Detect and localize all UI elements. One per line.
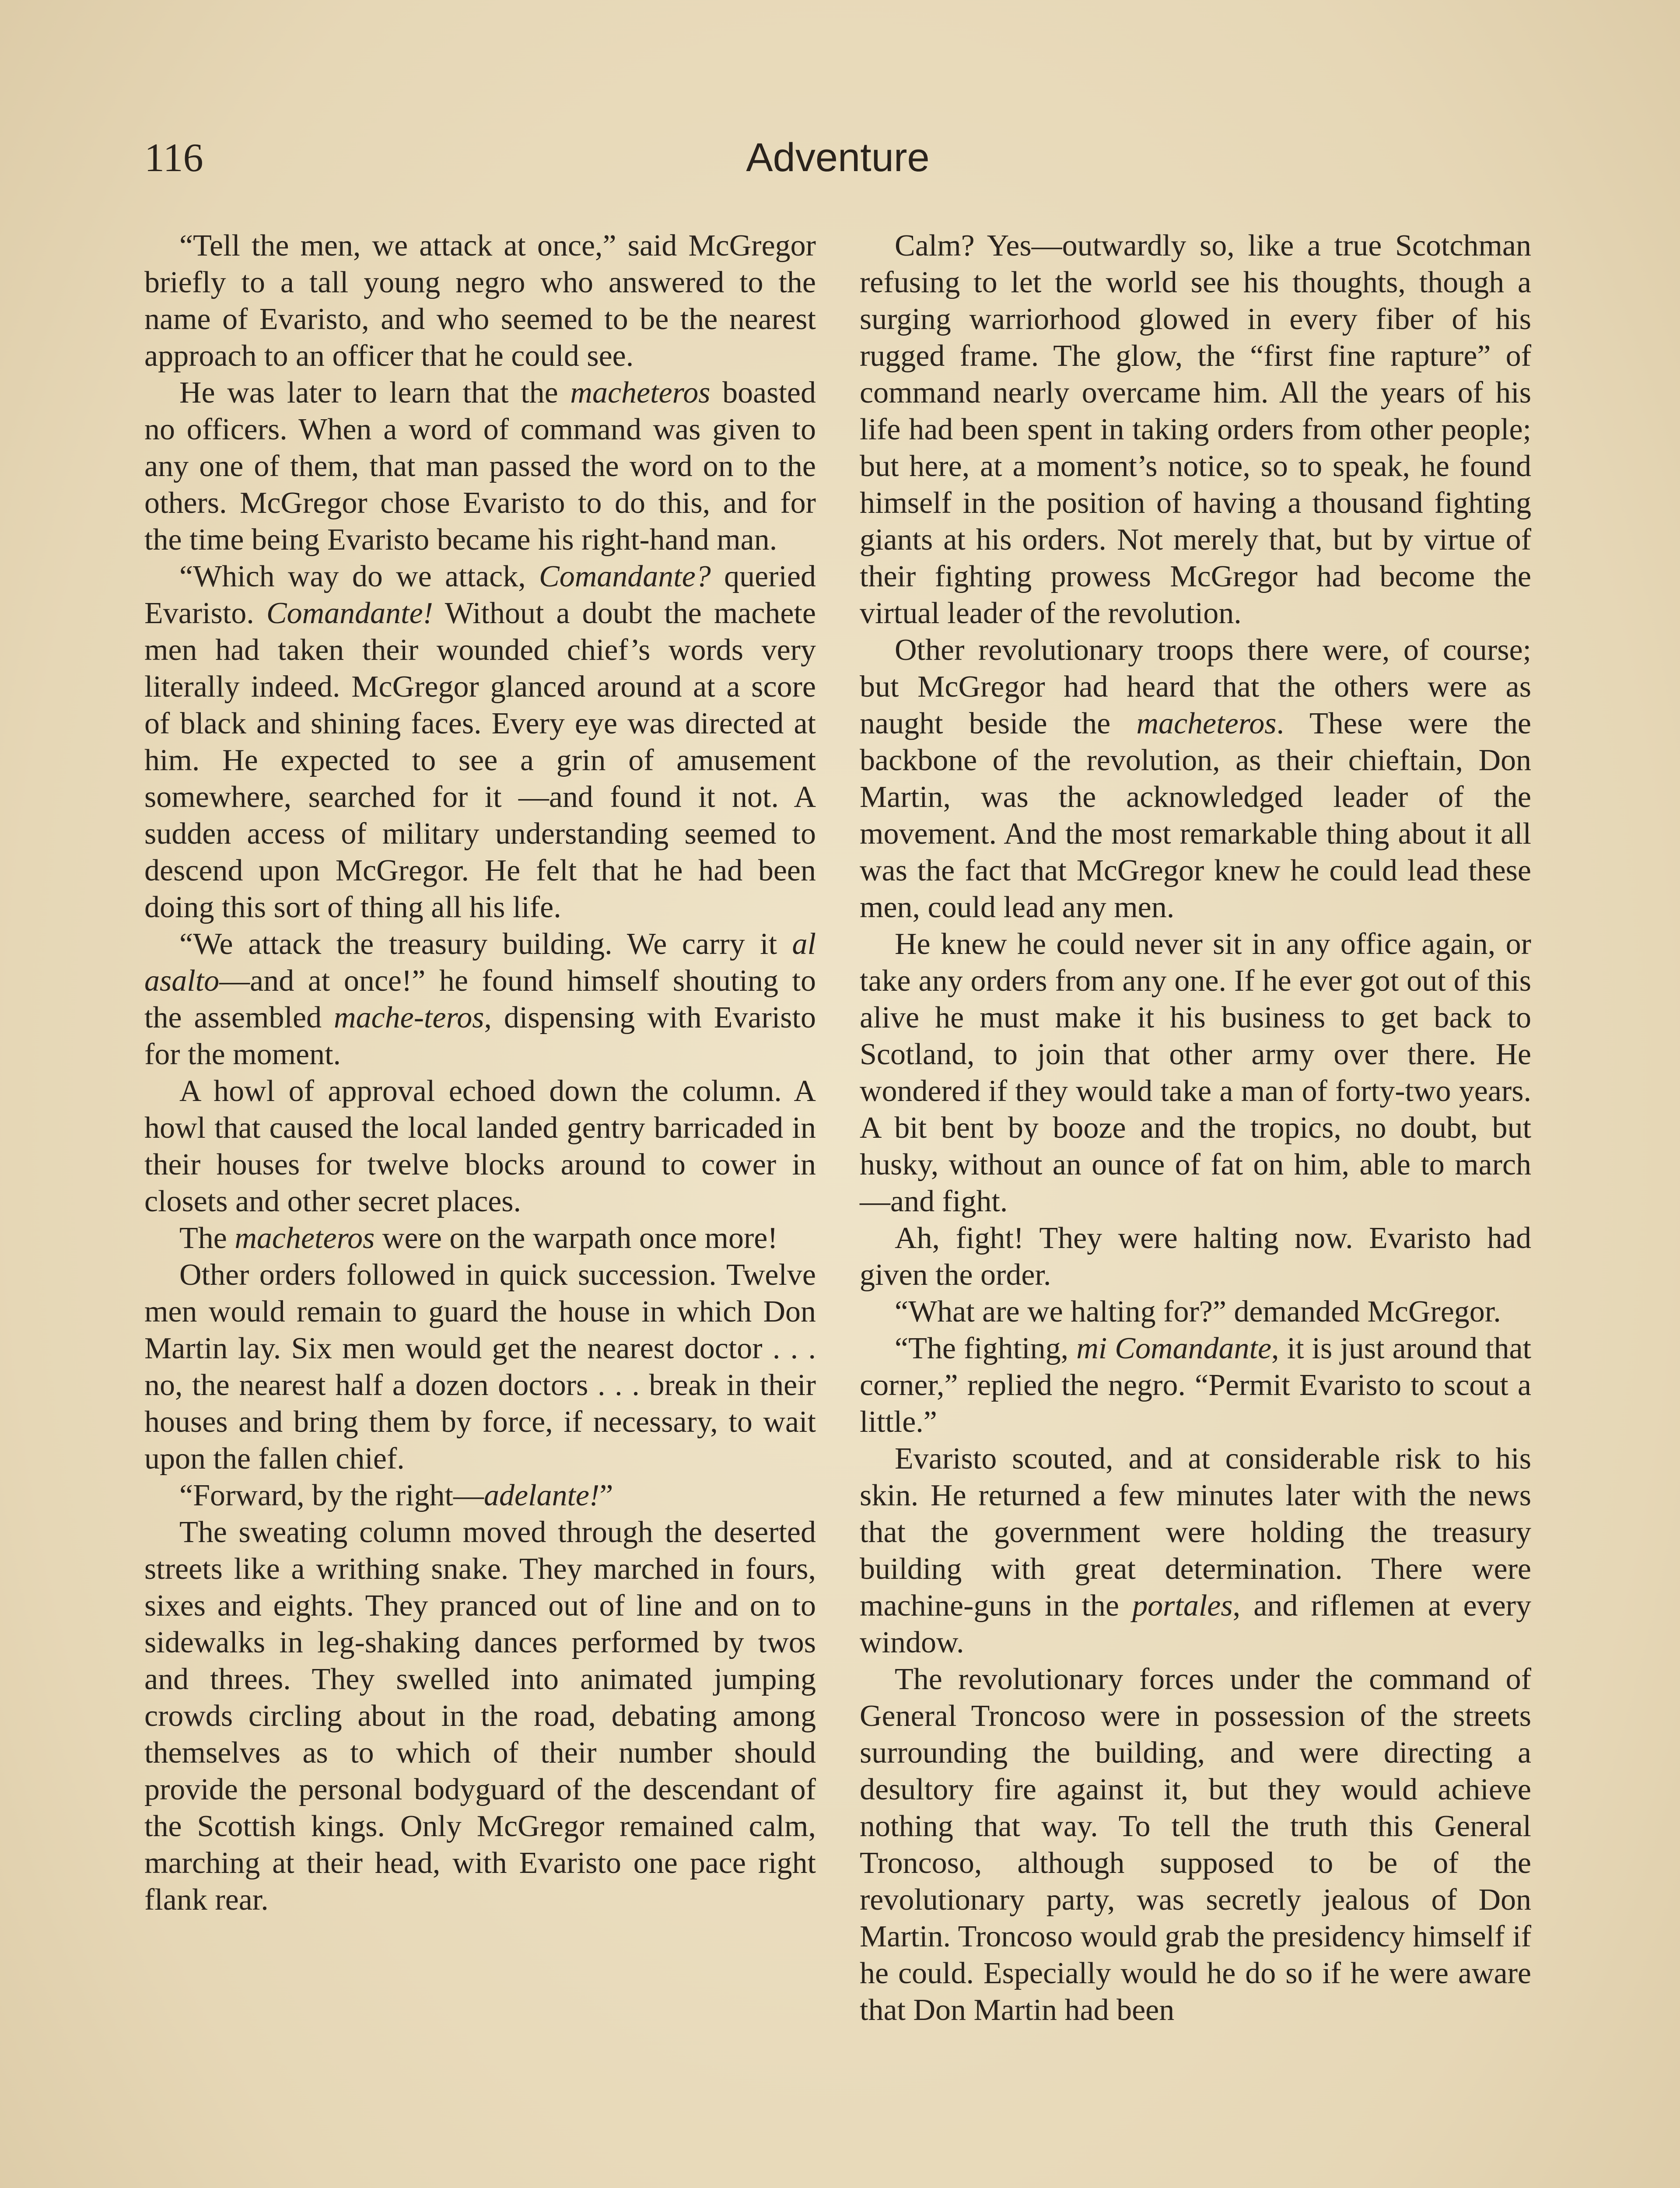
running-title: Adventure — [746, 135, 930, 180]
page-number: 116 — [144, 135, 203, 180]
paragraph-text: The — [179, 1221, 235, 1255]
page-header — [144, 131, 1531, 184]
paragraph — [860, 1294, 1531, 1330]
right-text-column — [860, 228, 1531, 2029]
italic-term: mache-teros — [334, 1001, 484, 1034]
paragraph — [860, 926, 1531, 1220]
italic-term: Comandante? — [539, 560, 711, 593]
paragraph-text: Without a doubt the machete men had taken their wounded chief’s words very literally indeed. McGregor glanced around at a score of black and shining faces. Every eye was directed at him. He expected to see a grin of amusement somewhere, searched for it —and found it not. A sudden access of military understanding seemed to descend upon McGregor. He felt that he had been doing this sort of thing all his life. — [144, 596, 816, 924]
paragraph-text: were on the warpath once more! — [374, 1221, 778, 1255]
paragraph-text: —and at once!” he found himself shouting to the assembled — [144, 964, 816, 1034]
paragraph-text: The sweating column moved through the deserted streets like a writhing snake. They marched in fours, sixes and eights. They pranced out of line and on to sidewalks in leg-shaking dances performed by twos and threes. They swelled into animated jumping crowds circling about in the road, debating among themselves as to which of their number should provide the personal bodyguard of the descendant of the Scottish kings. Only McGregor remained calm, marching at their head, with Evaristo one pace right flank rear. — [144, 1515, 816, 1917]
paragraph — [144, 375, 816, 558]
paragraph-text: Other orders followed in quick succession. Twelve men would remain to guard the house in which Don Martin lay. Six men would get the nearest doctor . . . no, the nearest half a dozen doctors . . . break in their houses and bring them by force, if necessary, to wait upon the fallen chief. — [144, 1258, 816, 1476]
paragraph — [860, 1441, 1531, 1661]
paragraph-text: A howl of approval echoed down the column. A howl that caused the local landed gentry barricaded in their houses for twelve blocks around to cower in closets and other secret places. — [144, 1074, 816, 1218]
paragraph — [144, 558, 816, 926]
paragraph-text: ” — [599, 1479, 613, 1512]
paragraph — [144, 1220, 816, 1257]
left-text-column — [144, 228, 816, 1918]
italic-term: macheteros — [234, 1221, 375, 1255]
italic-term: macheteros — [1136, 707, 1277, 740]
italic-term: portales — [1132, 1589, 1233, 1623]
paragraph-text: boasted no officers. When a word of command was given to any one of them, that man passed the word on to the others. McGregor chose Evaristo to do this, and for the time being Evaristo became his right-hand man. — [144, 376, 816, 557]
paragraph — [144, 1257, 816, 1477]
paragraph-text: “We attack the treasury building. We carry it — [179, 927, 792, 961]
paragraph — [860, 632, 1531, 926]
paragraph-text: . These were the backbone of the revolution, as their chieftain, Don Martin, was the acknowledged leader of the movement. And the most remarkable thing about it all was the fact that McGregor knew he could lead these men, could lead any men. — [860, 707, 1531, 924]
paragraph-text: , it is just around that corner,” replied the negro. “Permit Evaristo to scout a little.” — [860, 1332, 1531, 1439]
italic-term: al asalto — [144, 927, 816, 998]
paragraph-text: , and riflemen at every window. — [860, 1589, 1531, 1659]
paragraph-text: “Which way do we attack, — [179, 560, 539, 593]
paragraph-text: Calm? Yes—outwardly so, like a true Scotchman refusing to let the world see his thoughts, though a surging warriorhood glowed in every fiber of his rugged frame. The glow, the “first fine rapture” of command nearly overcame him. All the years of his life had been spent in taking orders from other people; but here, at a moment’s notice, so to speak, he found himself in the position of having a thousand fighting giants at his orders. Not merely that, but by virtue of their fighting prowess McGregor had become the virtual leader of the revolution. — [860, 229, 1531, 630]
italic-term: mi Comandante — [1076, 1332, 1272, 1365]
paragraph-text: “The fighting, — [895, 1332, 1077, 1365]
paragraph — [144, 1514, 816, 1918]
italic-term: adelante! — [483, 1479, 600, 1512]
paragraph — [860, 1661, 1531, 2029]
paragraph — [144, 1073, 816, 1220]
paragraph-text: He was later to learn that the — [179, 376, 570, 410]
italic-term: Comandante! — [266, 596, 433, 630]
paragraph-text: He knew he could never sit in any office again, or take any orders from any one. If he ever got out of this alive he must make it his business to get back to Scotland, to join that other army over there. He wondered if they would take a man of forty-two years. A bit bent by booze and the tropics, no doubt, but husky, without an ounce of fat on him, able to march—and fight. — [860, 927, 1531, 1218]
paragraph-text: “Forward, by the right— — [179, 1479, 484, 1512]
paragraph — [860, 228, 1531, 632]
paragraph-text: Ah, fight! They were halting now. Evaristo had given the order. — [860, 1221, 1531, 1292]
paragraph — [860, 1330, 1531, 1441]
italic-term: macheteros — [570, 376, 710, 410]
paragraph-text: Evaristo scouted, and at considerable risk to his skin. He returned a few minutes later with the news that the government were holding the treasury building with great determination. There were machine-guns in the — [860, 1442, 1531, 1623]
paragraph-text: , dispensing with Evaristo for the moment. — [144, 1001, 816, 1071]
paragraph-text: “Tell the men, we attack at once,” said McGregor briefly to a tall young negro who answered to the name of Evaristo, and who seemed to be the nearest approach to an officer that he could see. — [144, 229, 816, 373]
paragraph — [144, 1477, 816, 1514]
paragraph — [144, 228, 816, 375]
paragraph-text: The revolutionary forces under the command of General Troncoso were in possession of the streets surrounding the building, and were directing a desultory fire against it, but they would achieve nothing that way. To tell the truth this General Troncoso, although supposed to be of the revolutionary party, was secretly jealous of Don Martin. Troncoso would grab the presidency himself if he could. Especially would he do so if he were aware that Don Martin had been — [860, 1662, 1531, 2027]
paragraph-text: queried Evaristo. — [144, 560, 816, 630]
paragraph-text: Other revolutionary troops there were, of course; but McGregor had heard that the others were as naught beside the — [860, 633, 1531, 740]
paragraph-text: “What are we halting for?” demanded McGregor. — [895, 1295, 1501, 1329]
paragraph — [144, 926, 816, 1073]
paragraph — [860, 1220, 1531, 1294]
